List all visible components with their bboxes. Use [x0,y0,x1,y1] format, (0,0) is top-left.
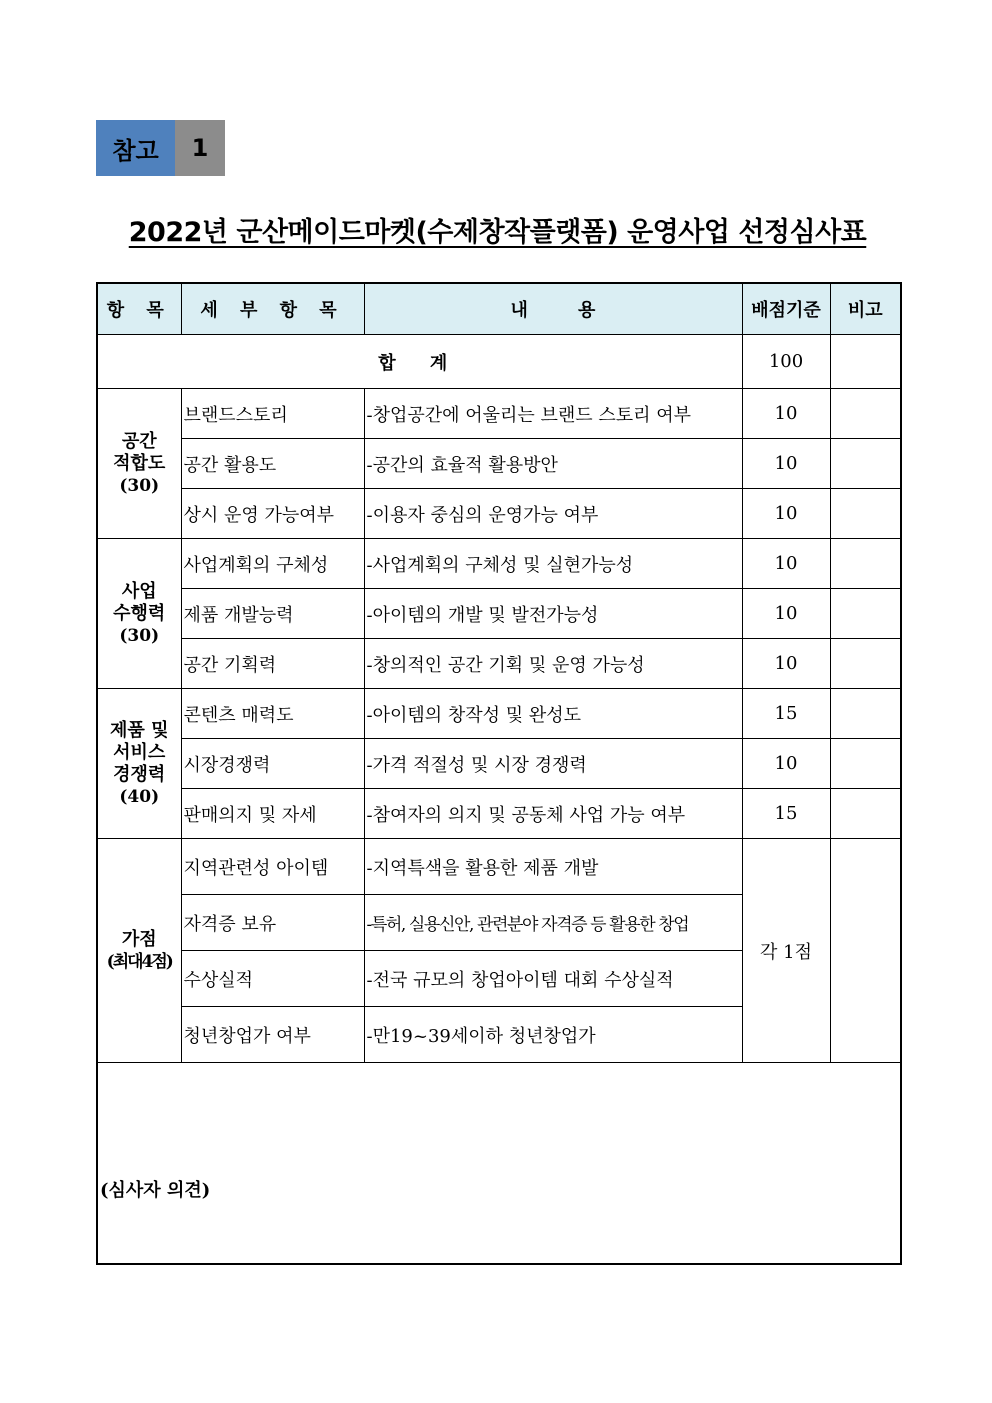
subitem-cell: 자격증 보유 [181,895,364,951]
category-points: (30) [119,625,160,646]
category-points: (최대4점) [106,951,172,972]
opinion-cell[interactable] [97,1063,901,1265]
total-row [97,335,901,389]
table-row [97,789,901,839]
content-cell: -가격 적절성 및 시장 경쟁력 [364,739,742,789]
table-row [97,689,901,739]
score-cell: 10 [742,539,830,589]
subitem-cell: 공간 기획력 [181,639,364,689]
header-note: 비고 [830,283,901,335]
note-cell [830,589,901,639]
header-subitem: 세 부 항 목 [181,283,364,335]
reference-badge [96,120,225,176]
content-cell: -아이템의 개발 및 발전가능성 [364,589,742,639]
table-row [97,639,901,689]
subitem-cell: 청년창업가 여부 [181,1007,364,1063]
badge-label: 참고 [96,120,175,176]
score-cell: 10 [742,489,830,539]
total-label: 합 계 [97,335,742,389]
header-item: 항 목 [97,283,181,335]
score-cell: 10 [742,389,830,439]
category-cell [97,689,181,839]
content-cell: -지역특색을 활용한 제품 개발 [364,839,742,895]
content-cell: -참여자의 의지 및 공동체 사업 가능 여부 [364,789,742,839]
subitem-cell: 브랜드스토리 [181,389,364,439]
content-cell: -공간의 효율적 활용방안 [364,439,742,489]
note-cell [830,389,901,439]
content-cell: -특허, 실용신안, 관련분야 자격증 등 활용한 창업 [364,895,742,951]
subitem-cell: 시장경쟁력 [181,739,364,789]
note-cell [830,489,901,539]
header-row [97,283,901,335]
table-row [97,839,901,895]
content-cell: -이용자 중심의 운영가능 여부 [364,489,742,539]
note-cell [830,439,901,489]
score-cell: 15 [742,789,830,839]
bonus-score-cell: 각 1점 [742,839,830,1063]
subitem-cell: 지역관련성 아이템 [181,839,364,895]
note-cell [830,789,901,839]
subitem-cell: 콘텐츠 매력도 [181,689,364,739]
score-cell: 10 [742,639,830,689]
opinion-label: (심사자 의견) [100,1180,211,1201]
table-row [97,739,901,789]
header-content: 내 용 [364,283,742,335]
table-row [97,439,901,489]
badge-number: 1 [175,120,225,176]
total-note [830,335,901,389]
note-cell [830,639,901,689]
content-cell: -전국 규모의 창업아이템 대회 수상실적 [364,951,742,1007]
opinion-row [97,1063,901,1265]
subitem-cell: 상시 운영 가능여부 [181,489,364,539]
score-cell: 10 [742,589,830,639]
subitem-cell: 사업계획의 구체성 [181,539,364,589]
category-name: 제품 및 서비스 경쟁력 [110,719,169,785]
content-cell: -사업계획의 구체성 및 실현가능성 [364,539,742,589]
note-cell [830,689,901,739]
content-cell: -창업공간에 어울리는 브랜드 스토리 여부 [364,389,742,439]
document-title [96,210,899,249]
subitem-cell: 수상실적 [181,951,364,1007]
category-cell [97,539,181,689]
subitem-cell: 제품 개발능력 [181,589,364,639]
evaluation-table [96,282,902,1265]
total-score: 100 [742,335,830,389]
table-row [97,489,901,539]
content-cell: -창의적인 공간 기획 및 운영 가능성 [364,639,742,689]
category-name: 가점 [121,928,157,950]
note-cell [830,839,901,1063]
category-cell [97,839,181,1063]
content-cell: -만19~39세이하 청년창업가 [364,1007,742,1063]
category-cell [97,389,181,539]
score-cell: 15 [742,689,830,739]
score-cell: 10 [742,739,830,789]
note-cell [830,539,901,589]
table-row [97,539,901,589]
content-cell: -아이템의 창작성 및 완성도 [364,689,742,739]
category-points: (30) [119,475,160,496]
table-row [97,389,901,439]
subitem-cell: 판매의지 및 자세 [181,789,364,839]
table-row [97,589,901,639]
note-cell [830,739,901,789]
header-criteria: 배점기준 [742,283,830,335]
category-name: 사업 수행력 [113,580,166,624]
score-cell: 10 [742,439,830,489]
category-points: (40) [119,786,160,807]
category-name: 공간 적합도 [113,430,166,474]
subitem-cell: 공간 활용도 [181,439,364,489]
title-text: 2022년 군산메이드마켓(수제창작플랫폼) 운영사업 선정심사표 [128,217,867,248]
